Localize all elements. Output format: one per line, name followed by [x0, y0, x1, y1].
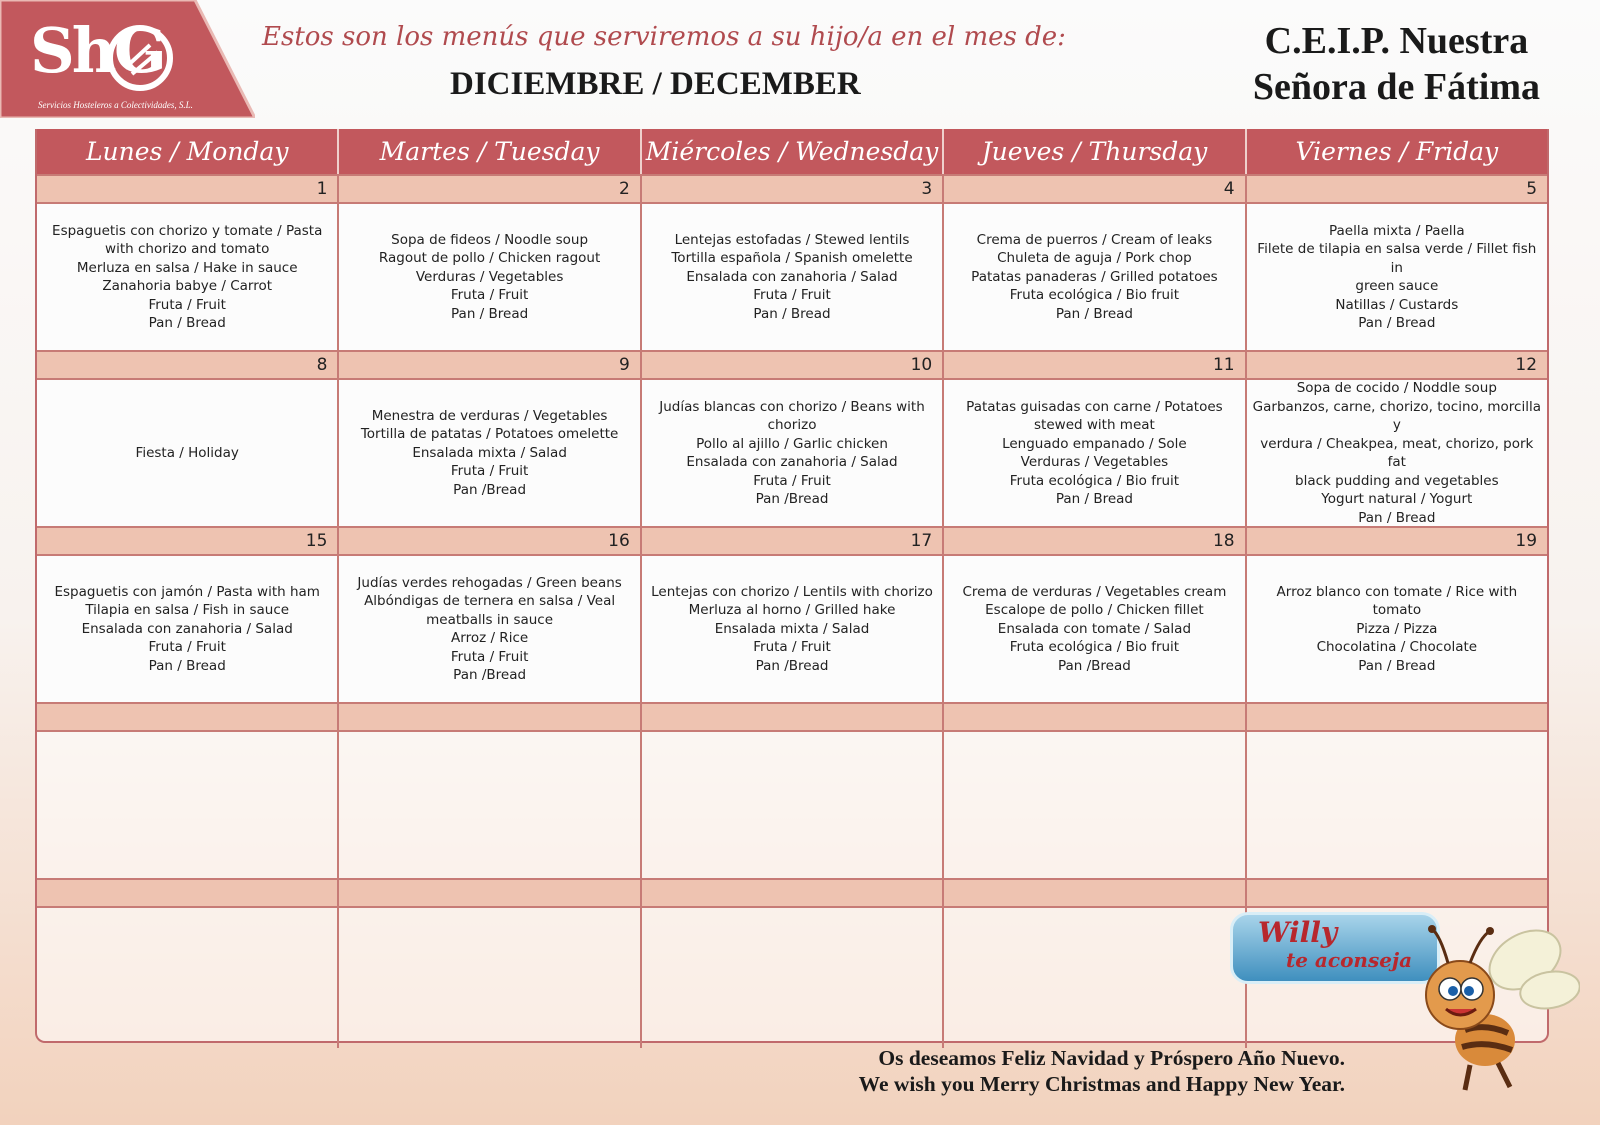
menu-line: chorizo: [767, 417, 817, 433]
menu-lines: [361, 407, 619, 500]
date-cell: [339, 880, 641, 906]
week-2: [37, 350, 1547, 526]
menu-line: Judías blancas con chorizo / Beans with: [659, 398, 925, 415]
menu-line: Chocolatina / Chocolate: [1316, 639, 1478, 656]
date-number: 9: [339, 352, 641, 378]
menu-line: Fruta ecológica / Bio fruit: [1009, 287, 1180, 304]
week-empty-4: [37, 702, 1547, 878]
menu-line: Natillas / Custards: [1335, 296, 1459, 313]
menu-line: Pan /Bread: [453, 667, 527, 683]
menu-line: Lentejas con chorizo / Lentils with chorizo: [651, 583, 933, 600]
menu-cell: [944, 732, 1246, 878]
menu-cell: [37, 908, 339, 1048]
menu-line: Pan / Bread: [1358, 509, 1436, 526]
menu-line: Pan / Bread: [148, 657, 226, 674]
date-number: 1: [37, 176, 339, 202]
menu-cell: [339, 204, 641, 350]
menu-cell: [944, 556, 1246, 702]
menu-cell: [944, 380, 1246, 526]
menu-line: Tortilla española / Spanish omelette: [671, 250, 913, 267]
menu-line: Merluza al horno / Grilled hake: [688, 602, 896, 619]
menu-line: verdura / Cheakpea, meat, chorizo, pork fat: [1260, 435, 1534, 470]
menu-cell: [37, 204, 339, 350]
menu-line: Pan / Bread: [451, 305, 529, 322]
date-number: 19: [1515, 531, 1538, 551]
menu-line: Fruta / Fruit: [148, 296, 226, 313]
menu-line: Arroz blanco con tomate / Rice with tomato: [1276, 583, 1518, 619]
menu-line: with chorizo and tomato: [105, 241, 270, 257]
menu-lines: [379, 231, 600, 324]
menu-line: black pudding and vegetables: [1295, 472, 1499, 489]
menu-lines: [54, 583, 319, 676]
weekday-header-wednesday: Miércoles / Wednesday: [642, 129, 944, 174]
menu-line: Lentejas estofadas / Stewed lentils: [674, 231, 910, 248]
menu-row: [37, 732, 1547, 878]
menu-cell: [1247, 556, 1547, 702]
date-row: [37, 350, 1547, 380]
menu-cell: [339, 380, 641, 526]
date-row: [37, 702, 1547, 732]
menu-cell: [339, 732, 641, 878]
menu-row: [37, 556, 1547, 702]
menu-line: Zanahoria babye / Carrot: [102, 278, 273, 294]
menu-line: Lenguado empanado / Sole: [1002, 435, 1187, 452]
menu-line: Fruta / Fruit: [753, 472, 831, 489]
weekday-header-friday: Viernes / Friday: [1295, 137, 1499, 166]
school-name: [1253, 18, 1540, 110]
menu-cell: [642, 556, 944, 702]
weeks-container: [37, 174, 1547, 702]
menu-line: Escalope de pollo / Chicken fillet: [985, 602, 1204, 619]
menu-cell: [642, 908, 944, 1048]
holiday-greeting: [859, 1045, 1345, 1097]
menu-line: Ensalada con zanahoria / Salad: [686, 454, 898, 470]
menu-cell: [37, 556, 339, 702]
menu-lines: [651, 583, 933, 676]
willy-tagline: te aconseja: [1286, 948, 1413, 972]
weekday-header-row: [37, 129, 1547, 174]
menu-line: Pan /Bread: [453, 481, 527, 498]
menu-lines: [966, 398, 1223, 509]
date-number: 4: [944, 176, 1246, 202]
weekday-header-monday: Lunes / Monday: [37, 129, 339, 174]
date-number: 17: [642, 528, 944, 554]
menu-line: Fruta ecológica / Bio fruit: [1009, 472, 1180, 489]
menu-lines: [671, 231, 912, 324]
menu-cell: [1247, 732, 1547, 878]
menu-cell: [944, 908, 1246, 1048]
menu-line: Pan / Bread: [148, 315, 226, 331]
date-number: 18: [944, 528, 1246, 554]
menu-line: Pan / Bread: [753, 305, 831, 322]
menu-line: Patatas panaderas / Grilled potatoes: [971, 268, 1218, 285]
menu-line: Ensalada con zanahoria / Salad: [81, 620, 293, 637]
menu-line: Menestra de verduras / Vegetables: [371, 407, 608, 424]
date-cell: [339, 704, 641, 730]
month-title: DICIEMBRE / DECEMBER: [450, 66, 861, 102]
menu-line: Verduras / Vegetables: [1020, 454, 1169, 470]
menu-cell: [339, 556, 641, 702]
menu-cell: [642, 732, 944, 878]
logo-subtitle: Servicios Hosteleros a Colectividades, S.L.: [38, 100, 193, 110]
greeting-spanish: Os deseamos Feliz Navidad y Próspero Año Nuevo.: [878, 1046, 1345, 1070]
menu-lines: [659, 398, 925, 509]
menu-cell: [642, 204, 944, 350]
menu-cell: [1247, 380, 1547, 526]
menu-line: Fruta ecológica / Bio fruit: [1009, 639, 1180, 656]
menu-line: Albóndigas de ternera en salsa / Veal: [364, 593, 616, 609]
menu-lines: [1251, 222, 1543, 333]
menu-line: Pan /Bread: [755, 491, 829, 507]
menu-line: Espaguetis con chorizo y tomate / Pasta: [52, 222, 323, 239]
menu-cell: [642, 380, 944, 526]
date-number: 8: [37, 352, 339, 378]
menu-line: Patatas guisadas con carne / Potatoes: [966, 398, 1223, 415]
weekday-header-tuesday: Martes / Tuesday: [339, 129, 641, 174]
date-number: 12: [1515, 355, 1538, 375]
menu-line: Fruta / Fruit: [753, 639, 831, 656]
menu-line: Paella mixta / Paella: [1329, 222, 1465, 239]
menu-cell: [1247, 204, 1547, 350]
menu-row: [37, 380, 1547, 526]
date-cell: [944, 880, 1246, 906]
menu-line: Pan / Bread: [1055, 491, 1133, 507]
menu-line: Fruta / Fruit: [450, 463, 529, 480]
menu-cell: [37, 732, 339, 878]
menu-cell: [944, 204, 1246, 350]
logo-text: ShG: [30, 14, 164, 87]
date-number: 5: [1526, 179, 1538, 199]
school-name-line1: C.E.I.P. Nuestra: [1264, 20, 1529, 62]
menu-line: Pan /Bread: [755, 657, 829, 674]
menu-line: Fruta / Fruit: [753, 287, 831, 304]
menu-line: Ensalada mixta / Salad: [412, 444, 567, 461]
school-name-line2: Señora de Fátima: [1252, 66, 1540, 108]
menu-line: Pan /Bread: [1057, 657, 1131, 674]
menu-line: Fiesta / Holiday: [135, 444, 239, 461]
date-number: 2: [339, 176, 641, 202]
weekday-header-thursday: Jueves / Thursday: [944, 129, 1246, 174]
week-1: [37, 174, 1547, 350]
willy-name: Willy: [1258, 916, 1338, 949]
date-cell: [642, 704, 944, 730]
menu-lines: [1251, 379, 1543, 527]
menu-lines: [962, 583, 1226, 676]
menu-lines: [136, 444, 239, 463]
week-3: [37, 526, 1547, 702]
date-number: 3: [642, 176, 944, 202]
menu-line: Arroz / Rice: [451, 630, 529, 646]
menu-line: green sauce: [1355, 278, 1439, 294]
greeting-english: We wish you Merry Christmas and Happy New Year.: [858, 1072, 1345, 1096]
menu-line: Sopa de cocido / Noddle soup: [1296, 380, 1497, 396]
menu-line: Judías verdes rehogadas / Green beans: [357, 574, 622, 591]
date-cell: [37, 880, 339, 906]
date-number: 15: [37, 528, 339, 554]
menu-cell: [37, 380, 339, 526]
menu-calendar: [35, 129, 1549, 1043]
menu-line: Pollo al ajillo / Garlic chicken: [696, 435, 888, 452]
menu-line: Fruta / Fruit: [450, 648, 529, 665]
bee-mascot-icon: [1410, 915, 1580, 1095]
menu-line: Fruta / Fruit: [148, 639, 226, 656]
menu-line: Fruta / Fruit: [450, 287, 529, 304]
menu-line: Pizza / Pizza: [1356, 620, 1438, 637]
menu-line: Tortilla de patatas / Potatoes omelette: [360, 426, 619, 443]
menu-line: Crema de verduras / Vegetables cream: [962, 583, 1227, 600]
menu-line: Ragout de pollo / Chicken ragout: [378, 250, 601, 267]
menu-line: Filete de tilapia en salsa verde / Fillet fish in: [1257, 241, 1537, 276]
date-cell: [642, 880, 944, 906]
menu-line: meatballs in sauce: [426, 611, 554, 628]
menu-line: Ensalada con tomate / Salad: [997, 620, 1192, 637]
menu-line: Ensalada con zanahoria / Salad: [686, 268, 898, 285]
date-number: 11: [944, 352, 1246, 378]
shg-logo: [0, 0, 255, 118]
date-cell: [37, 704, 339, 730]
date-cell: [1247, 704, 1547, 730]
menu-lines: [52, 222, 322, 333]
menu-cell: [339, 908, 641, 1048]
menu-line: Verduras / Vegetables: [415, 268, 564, 285]
menu-line: Garbanzos, carne, chorizo, tocino, morcilla y: [1252, 398, 1541, 433]
menu-row: [37, 204, 1547, 350]
menu-line: Pan / Bread: [1055, 305, 1133, 322]
menu-line: Pan / Bread: [1358, 315, 1436, 331]
menu-line: Pan / Bread: [1358, 657, 1436, 674]
date-number: 16: [339, 528, 641, 554]
menu-line: stewed with meat: [1034, 417, 1155, 433]
menu-lines: [971, 231, 1218, 324]
intro-text: Estos son los menús que serviremos a su hijo/a en el mes de:: [262, 22, 1066, 52]
menu-line: Tilapia en salsa / Fish in sauce: [85, 602, 290, 619]
date-number: 10: [642, 352, 944, 378]
date-row: [37, 878, 1547, 908]
menu-line: Crema de puerros / Cream of leaks: [976, 231, 1213, 248]
menu-line: Ensalada mixta / Salad: [714, 620, 870, 637]
date-row: [37, 174, 1547, 204]
menu-line: Yogurt natural / Yogurt: [1321, 491, 1473, 507]
menu-line: Chuleta de aguja / Pork chop: [997, 250, 1192, 267]
menu-line: Merluza en salsa / Hake in sauce: [76, 259, 298, 276]
date-cell: [1247, 880, 1547, 906]
menu-lines: [357, 574, 621, 685]
menu-line: Espaguetis con jamón / Pasta with ham: [54, 583, 320, 600]
menu-line: Sopa de fideos / Noodle soup: [391, 231, 589, 248]
menu-lines: [1251, 583, 1543, 676]
date-row: [37, 526, 1547, 556]
date-cell: [944, 704, 1246, 730]
